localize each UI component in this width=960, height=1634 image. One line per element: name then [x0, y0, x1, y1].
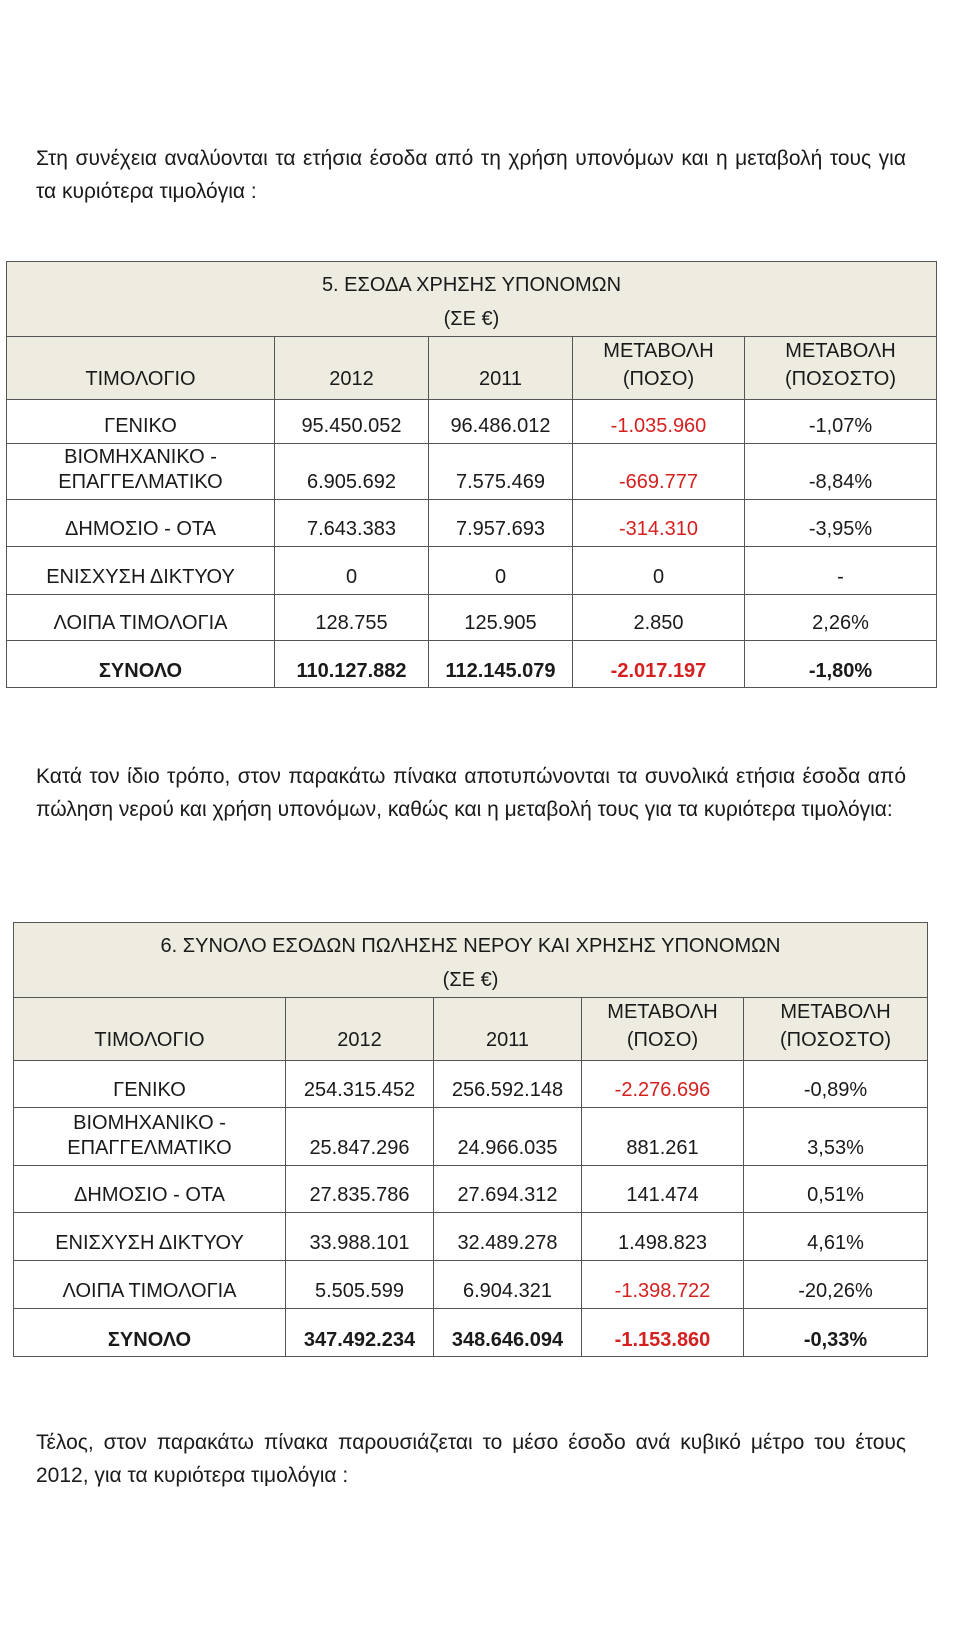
cell-year-2011: 32.489.278 [434, 1213, 582, 1261]
closing-paragraph: Τέλος, στον παρακάτω πίνακα παρουσιάζεται το μέσο έσοδο ανά κυβικό μέτρο του έτους 2012, για τα κυριότερα τιμολόγια : [36, 1431, 906, 1487]
header-tariff: ΤΙΜΟΛΟΓΙΟ [14, 998, 286, 1061]
cell-tariff: ΓΕΝΙΚΟ [14, 1061, 286, 1108]
cell-year-2012: 95.450.052 [275, 400, 429, 444]
cell-year-2012: 6.905.692 [275, 444, 429, 500]
cell-year-2012: 5.505.599 [286, 1261, 434, 1309]
cell-year-2011: 112.145.079 [429, 641, 573, 688]
cell-year-2011: 27.694.312 [434, 1166, 582, 1213]
cell-year-2011: 7.957.693 [429, 500, 573, 547]
cell-tariff: ΒΙΟΜΗΧΑΝΙΚΟ - ΕΠΑΓΓΕΛΜΑΤΙΚΟ [7, 444, 275, 500]
header-tariff: ΤΙΜΟΛΟΓΙΟ [7, 337, 275, 400]
middle-paragraph: Κατά τον ίδιο τρόπο, στον παρακάτω πίνακα αποτυπώνονται τα συνολικά ετήσια έσοδα από πώληση νερού και χρήση υπονόμων, καθώς και η μεταβολή τους για τα κυριότερα τιμολόγια: [36, 765, 906, 821]
table-total-row [7, 641, 937, 688]
header-change-amount: ΜΕΤΑΒΟΛΗ (ΠΟΣΟ) [582, 998, 744, 1061]
table-row [14, 1213, 928, 1261]
header-change-percent: ΜΕΤΑΒΟΛΗ (ΠΟΣΟΣΤΟ) [745, 337, 937, 400]
sewer-revenue-table [6, 261, 937, 688]
table-title [14, 923, 928, 998]
table-row [14, 1108, 928, 1166]
header-year-2011: 2011 [434, 998, 582, 1061]
cell-year-2011: 0 [429, 547, 573, 595]
cell-year-2012: 0 [275, 547, 429, 595]
cell-change-percent: 3,53% [744, 1108, 928, 1166]
cell-tariff: ΕΝΙΣΧΥΣΗ ΔΙΚΤΥΟΥ [7, 547, 275, 595]
table-row [7, 400, 937, 444]
cell-year-2012: 347.492.234 [286, 1309, 434, 1357]
table-unit: (ΣΕ €) [443, 308, 500, 330]
cell-change-amount: -2.017.197 [573, 641, 745, 688]
cell-year-2011: 125.905 [429, 595, 573, 641]
cell-tariff: ΒΙΟΜΗΧΑΝΙΚΟ - ΕΠΑΓΓΕΛΜΑΤΙΚΟ [14, 1108, 286, 1166]
header-change-percent: ΜΕΤΑΒΟΛΗ (ΠΟΣΟΣΤΟ) [744, 998, 928, 1061]
cell-change-amount: -1.035.960 [573, 400, 745, 444]
cell-change-percent: -1,80% [745, 641, 937, 688]
cell-change-percent: -0,89% [744, 1061, 928, 1108]
cell-change-amount: 881.261 [582, 1108, 744, 1166]
table-title-text: 5. ΕΣΟΔΑ ΧΡΗΣΗΣ ΥΠΟΝΟΜΩΝ [321, 274, 622, 296]
cell-change-amount: -669.777 [573, 444, 745, 500]
table-row [14, 1261, 928, 1309]
table-row [7, 547, 937, 595]
cell-change-percent: 0,51% [744, 1166, 928, 1213]
cell-change-amount: -314.310 [573, 500, 745, 547]
cell-tariff: ΛΟΙΠΑ ΤΙΜΟΛΟΓΙΑ [14, 1261, 286, 1309]
cell-year-2012: 254.315.452 [286, 1061, 434, 1108]
cell-year-2011: 24.966.035 [434, 1108, 582, 1166]
table-title [7, 262, 937, 337]
cell-year-2012: 110.127.882 [275, 641, 429, 688]
header-change-amount: ΜΕΤΑΒΟΛΗ (ΠΟΣΟ) [573, 337, 745, 400]
cell-change-percent: -3,95% [745, 500, 937, 547]
header-year-2012: 2012 [286, 998, 434, 1061]
cell-change-percent: - [745, 547, 937, 595]
table-row [7, 444, 937, 500]
cell-tariff: ΓΕΝΙΚΟ [7, 400, 275, 444]
cell-year-2011: 348.646.094 [434, 1309, 582, 1357]
cell-tariff: ΣΥΝΟΛΟ [7, 641, 275, 688]
cell-change-percent: 2,26% [745, 595, 937, 641]
table-unit: (ΣΕ €) [442, 969, 499, 991]
cell-change-percent: -0,33% [744, 1309, 928, 1357]
header-year-2011: 2011 [429, 337, 573, 400]
table-row [14, 1061, 928, 1108]
cell-year-2012: 27.835.786 [286, 1166, 434, 1213]
cell-change-amount: 0 [573, 547, 745, 595]
cell-year-2011: 256.592.148 [434, 1061, 582, 1108]
table-header-row [14, 998, 928, 1061]
cell-year-2012: 25.847.296 [286, 1108, 434, 1166]
cell-change-percent: -1,07% [745, 400, 937, 444]
table-row [7, 595, 937, 641]
cell-change-amount: 141.474 [582, 1166, 744, 1213]
intro-paragraph: Στη συνέχεια αναλύονται τα ετήσια έσοδα από τη χρήση υπονόμων και η μεταβολή τους για τα κυριότερα τιμολόγια : [36, 147, 906, 203]
cell-year-2011: 96.486.012 [429, 400, 573, 444]
table-total-row [14, 1309, 928, 1357]
cell-tariff: ΔΗΜΟΣΙΟ - ΟΤΑ [14, 1166, 286, 1213]
table-row [14, 1166, 928, 1213]
table-row [7, 500, 937, 547]
cell-change-amount: -1.153.860 [582, 1309, 744, 1357]
cell-year-2012: 7.643.383 [275, 500, 429, 547]
table-header-row [7, 337, 937, 400]
cell-change-amount: -2.276.696 [582, 1061, 744, 1108]
cell-year-2012: 128.755 [275, 595, 429, 641]
cell-tariff: ΔΗΜΟΣΙΟ - ΟΤΑ [7, 500, 275, 547]
cell-change-amount: 1.498.823 [582, 1213, 744, 1261]
cell-change-percent: -8,84% [745, 444, 937, 500]
cell-tariff: ΣΥΝΟΛΟ [14, 1309, 286, 1357]
total-revenue-table [13, 922, 928, 1357]
cell-year-2012: 33.988.101 [286, 1213, 434, 1261]
header-year-2012: 2012 [275, 337, 429, 400]
cell-change-amount: -1.398.722 [582, 1261, 744, 1309]
cell-year-2011: 7.575.469 [429, 444, 573, 500]
table-title-text: 6. ΣΥΝΟΛΟ ΕΣΟΔΩΝ ΠΩΛΗΣΗΣ ΝΕΡΟΥ ΚΑΙ ΧΡΗΣΗΣ ΥΠΟΝΟΜΩΝ [160, 935, 781, 957]
cell-change-amount: 2.850 [573, 595, 745, 641]
cell-year-2011: 6.904.321 [434, 1261, 582, 1309]
cell-tariff: ΕΝΙΣΧΥΣΗ ΔΙΚΤΥΟΥ [14, 1213, 286, 1261]
cell-tariff: ΛΟΙΠΑ ΤΙΜΟΛΟΓΙΑ [7, 595, 275, 641]
cell-change-percent: 4,61% [744, 1213, 928, 1261]
cell-change-percent: -20,26% [744, 1261, 928, 1309]
